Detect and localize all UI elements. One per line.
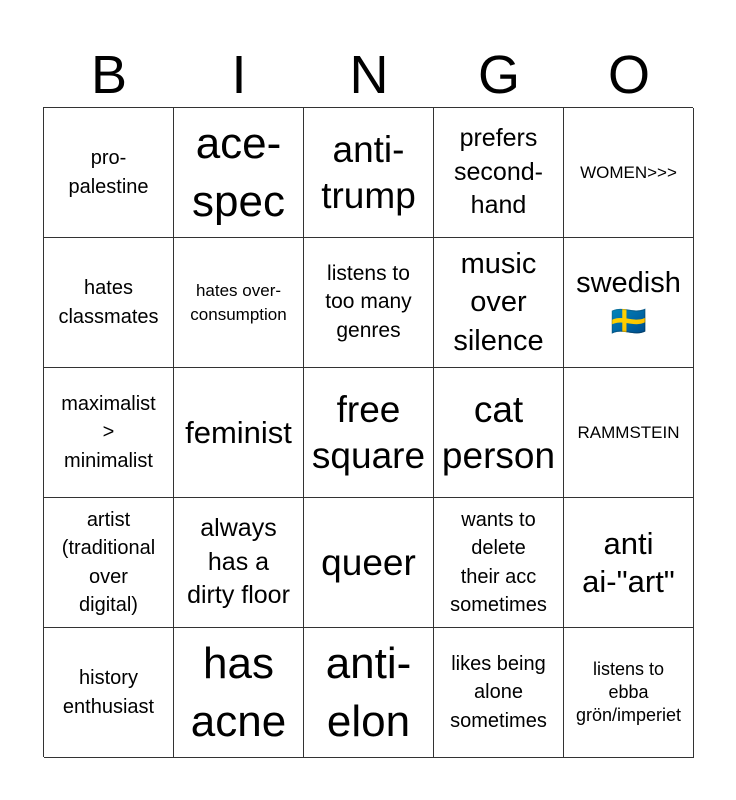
cell-text: hates over- consumption [190, 280, 287, 324]
cell-text: always has a dirty floor [187, 513, 290, 610]
header-letter-i: I [231, 45, 247, 105]
bingo-cell[interactable] [564, 108, 694, 238]
bingo-cell[interactable] [434, 368, 564, 498]
bingo-cell[interactable] [564, 238, 694, 368]
bingo-cell[interactable] [44, 498, 174, 628]
bingo-cell[interactable] [434, 238, 564, 368]
bingo-cell[interactable] [174, 238, 304, 368]
bingo-cell[interactable] [174, 368, 304, 498]
cell-text: queer [321, 541, 416, 583]
cell-text: ace- spec [192, 119, 285, 226]
bingo-cell[interactable] [44, 628, 174, 758]
free-square[interactable] [304, 368, 434, 498]
bingo-cell[interactable] [564, 368, 694, 498]
cell-text: history enthusiast [62, 667, 155, 718]
cell-text: hates classmates [58, 277, 159, 328]
cell-text: anti- trump [321, 129, 416, 216]
cell-text: anti- elon [325, 639, 412, 746]
cell-text: wants to delete their acc sometimes [450, 508, 547, 616]
bingo-cell[interactable] [304, 108, 434, 238]
bingo-cell[interactable] [174, 628, 304, 758]
header-letter-o: O [607, 45, 650, 105]
bingo-cell[interactable] [304, 238, 434, 368]
cell-text: RAMMSTEIN [577, 422, 680, 442]
bingo-header [44, 44, 694, 106]
bingo-cell[interactable] [304, 628, 434, 758]
cell-text: likes being alone sometimes [450, 652, 547, 732]
cell-text: free square [311, 389, 426, 476]
bingo-cell[interactable] [44, 108, 174, 238]
cell-text: has acne [190, 639, 287, 746]
bingo-cell[interactable] [564, 628, 694, 758]
cell-text: cat person [441, 389, 556, 476]
cell-text: pro- palestine [68, 147, 149, 198]
bingo-cell[interactable] [304, 498, 434, 628]
cell-text: WOMEN>>> [580, 162, 677, 182]
bingo-grid [43, 107, 693, 757]
cell-text: prefers second- hand [454, 123, 543, 220]
cell-text: anti ai-"art" [582, 526, 675, 599]
header-letter-g: G [477, 45, 520, 105]
bingo-cell[interactable] [174, 108, 304, 238]
bingo-cell[interactable] [434, 498, 564, 628]
header-letter-b: B [90, 45, 128, 105]
bingo-cell[interactable] [434, 108, 564, 238]
bingo-cell[interactable] [44, 368, 174, 498]
header-letter-n: N [349, 45, 389, 105]
bingo-cell[interactable] [174, 498, 304, 628]
cell-text: swedish 🇸🇪 [576, 267, 681, 338]
cell-text: artist (traditional over digital) [61, 508, 156, 616]
cell-text: music over silence [453, 248, 544, 357]
bingo-cell[interactable] [44, 238, 174, 368]
cell-text: listens to ebba grön/imperiet [575, 658, 682, 726]
cell-text: listens to too many genres [325, 261, 412, 342]
bingo-cell[interactable] [564, 498, 694, 628]
cell-text: maximalist > minimalist [61, 392, 156, 472]
cell-text: feminist [185, 414, 292, 450]
bingo-cell[interactable] [434, 628, 564, 758]
